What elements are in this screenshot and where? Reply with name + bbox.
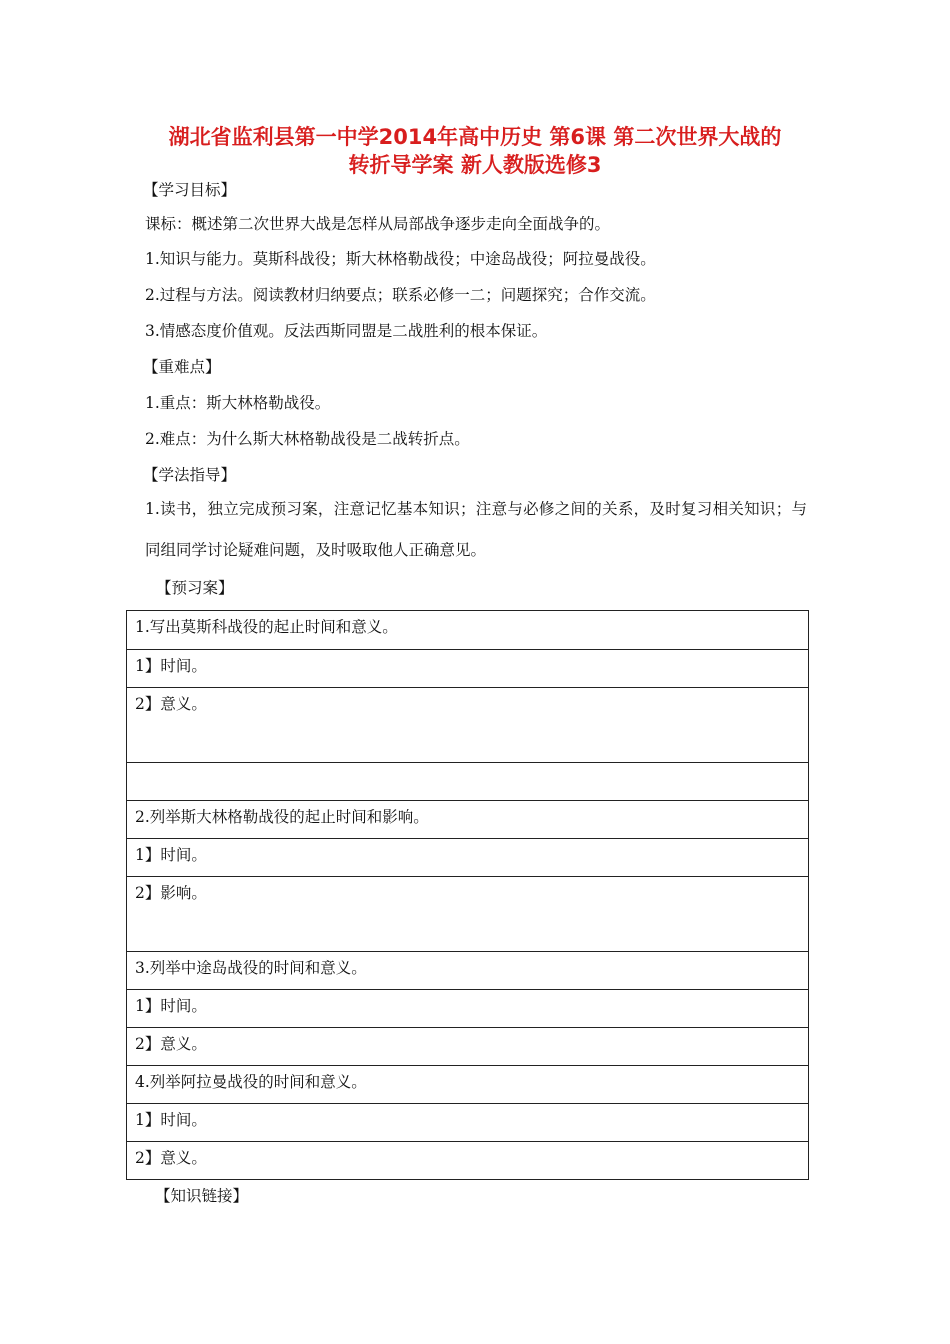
heading-method: 【学法指导】: [143, 466, 237, 484]
heading-learning-goals: 【学习目标】: [143, 181, 237, 199]
difficult-point: 2.难点：为什么斯大林格勒战役是二战转折点。: [145, 430, 470, 448]
table-row: 1】时间。: [127, 650, 809, 688]
table-row: 2】意义。: [127, 688, 809, 763]
goal-knowledge: 1.知识与能力。莫斯科战役；斯大林格勒战役；中途岛战役；阿拉曼战役。: [145, 250, 656, 268]
method-paragraph: 1.读书，独立完成预习案，注意记忆基本知识；注意与必修之间的关系，及时复习相关知识；与同组同学讨论疑难问题，及时吸取他人正确意见。: [145, 500, 807, 559]
table-row: 1】时间。: [127, 1104, 809, 1142]
table-row: 1】时间。: [127, 839, 809, 877]
curriculum-standard: 课标：概述第二次世界大战是怎样从局部战争逐步走向全面战争的。: [145, 215, 611, 233]
document-title-line2: 转折导学案 新人教版选修3: [348, 153, 602, 177]
preview-table: [126, 610, 809, 1180]
document-title-line1: 湖北省监利县第一中学2014年高中历史 第6课 第二次世界大战的: [168, 125, 782, 149]
table-row: 4.列举阿拉曼战役的时间和意义。: [127, 1066, 809, 1104]
table-row: 2.列举斯大林格勒战役的起止时间和影响。: [127, 801, 809, 839]
table-row: 2】意义。: [127, 1142, 809, 1180]
table-row: 2】意义。: [127, 1028, 809, 1066]
heading-knowledge-link: 【知识链接】: [155, 1187, 249, 1205]
table-row: 3.列举中途岛战役的时间和意义。: [127, 952, 809, 990]
heading-preview: 【预习案】: [156, 579, 234, 597]
table-row: 2】影响。: [127, 877, 809, 952]
goal-process: 2.过程与方法。阅读教材归纳要点；联系必修一二；问题探究；合作交流。: [145, 286, 656, 304]
table-row: [127, 763, 809, 801]
heading-key-points: 【重难点】: [143, 358, 221, 376]
table-row: 1.写出莫斯科战役的起止时间和意义。: [127, 611, 809, 650]
table-row: 1】时间。: [127, 990, 809, 1028]
key-point: 1.重点：斯大林格勒战役。: [145, 394, 331, 412]
goal-attitude: 3.情感态度价值观。反法西斯同盟是二战胜利的根本保证。: [145, 322, 548, 340]
